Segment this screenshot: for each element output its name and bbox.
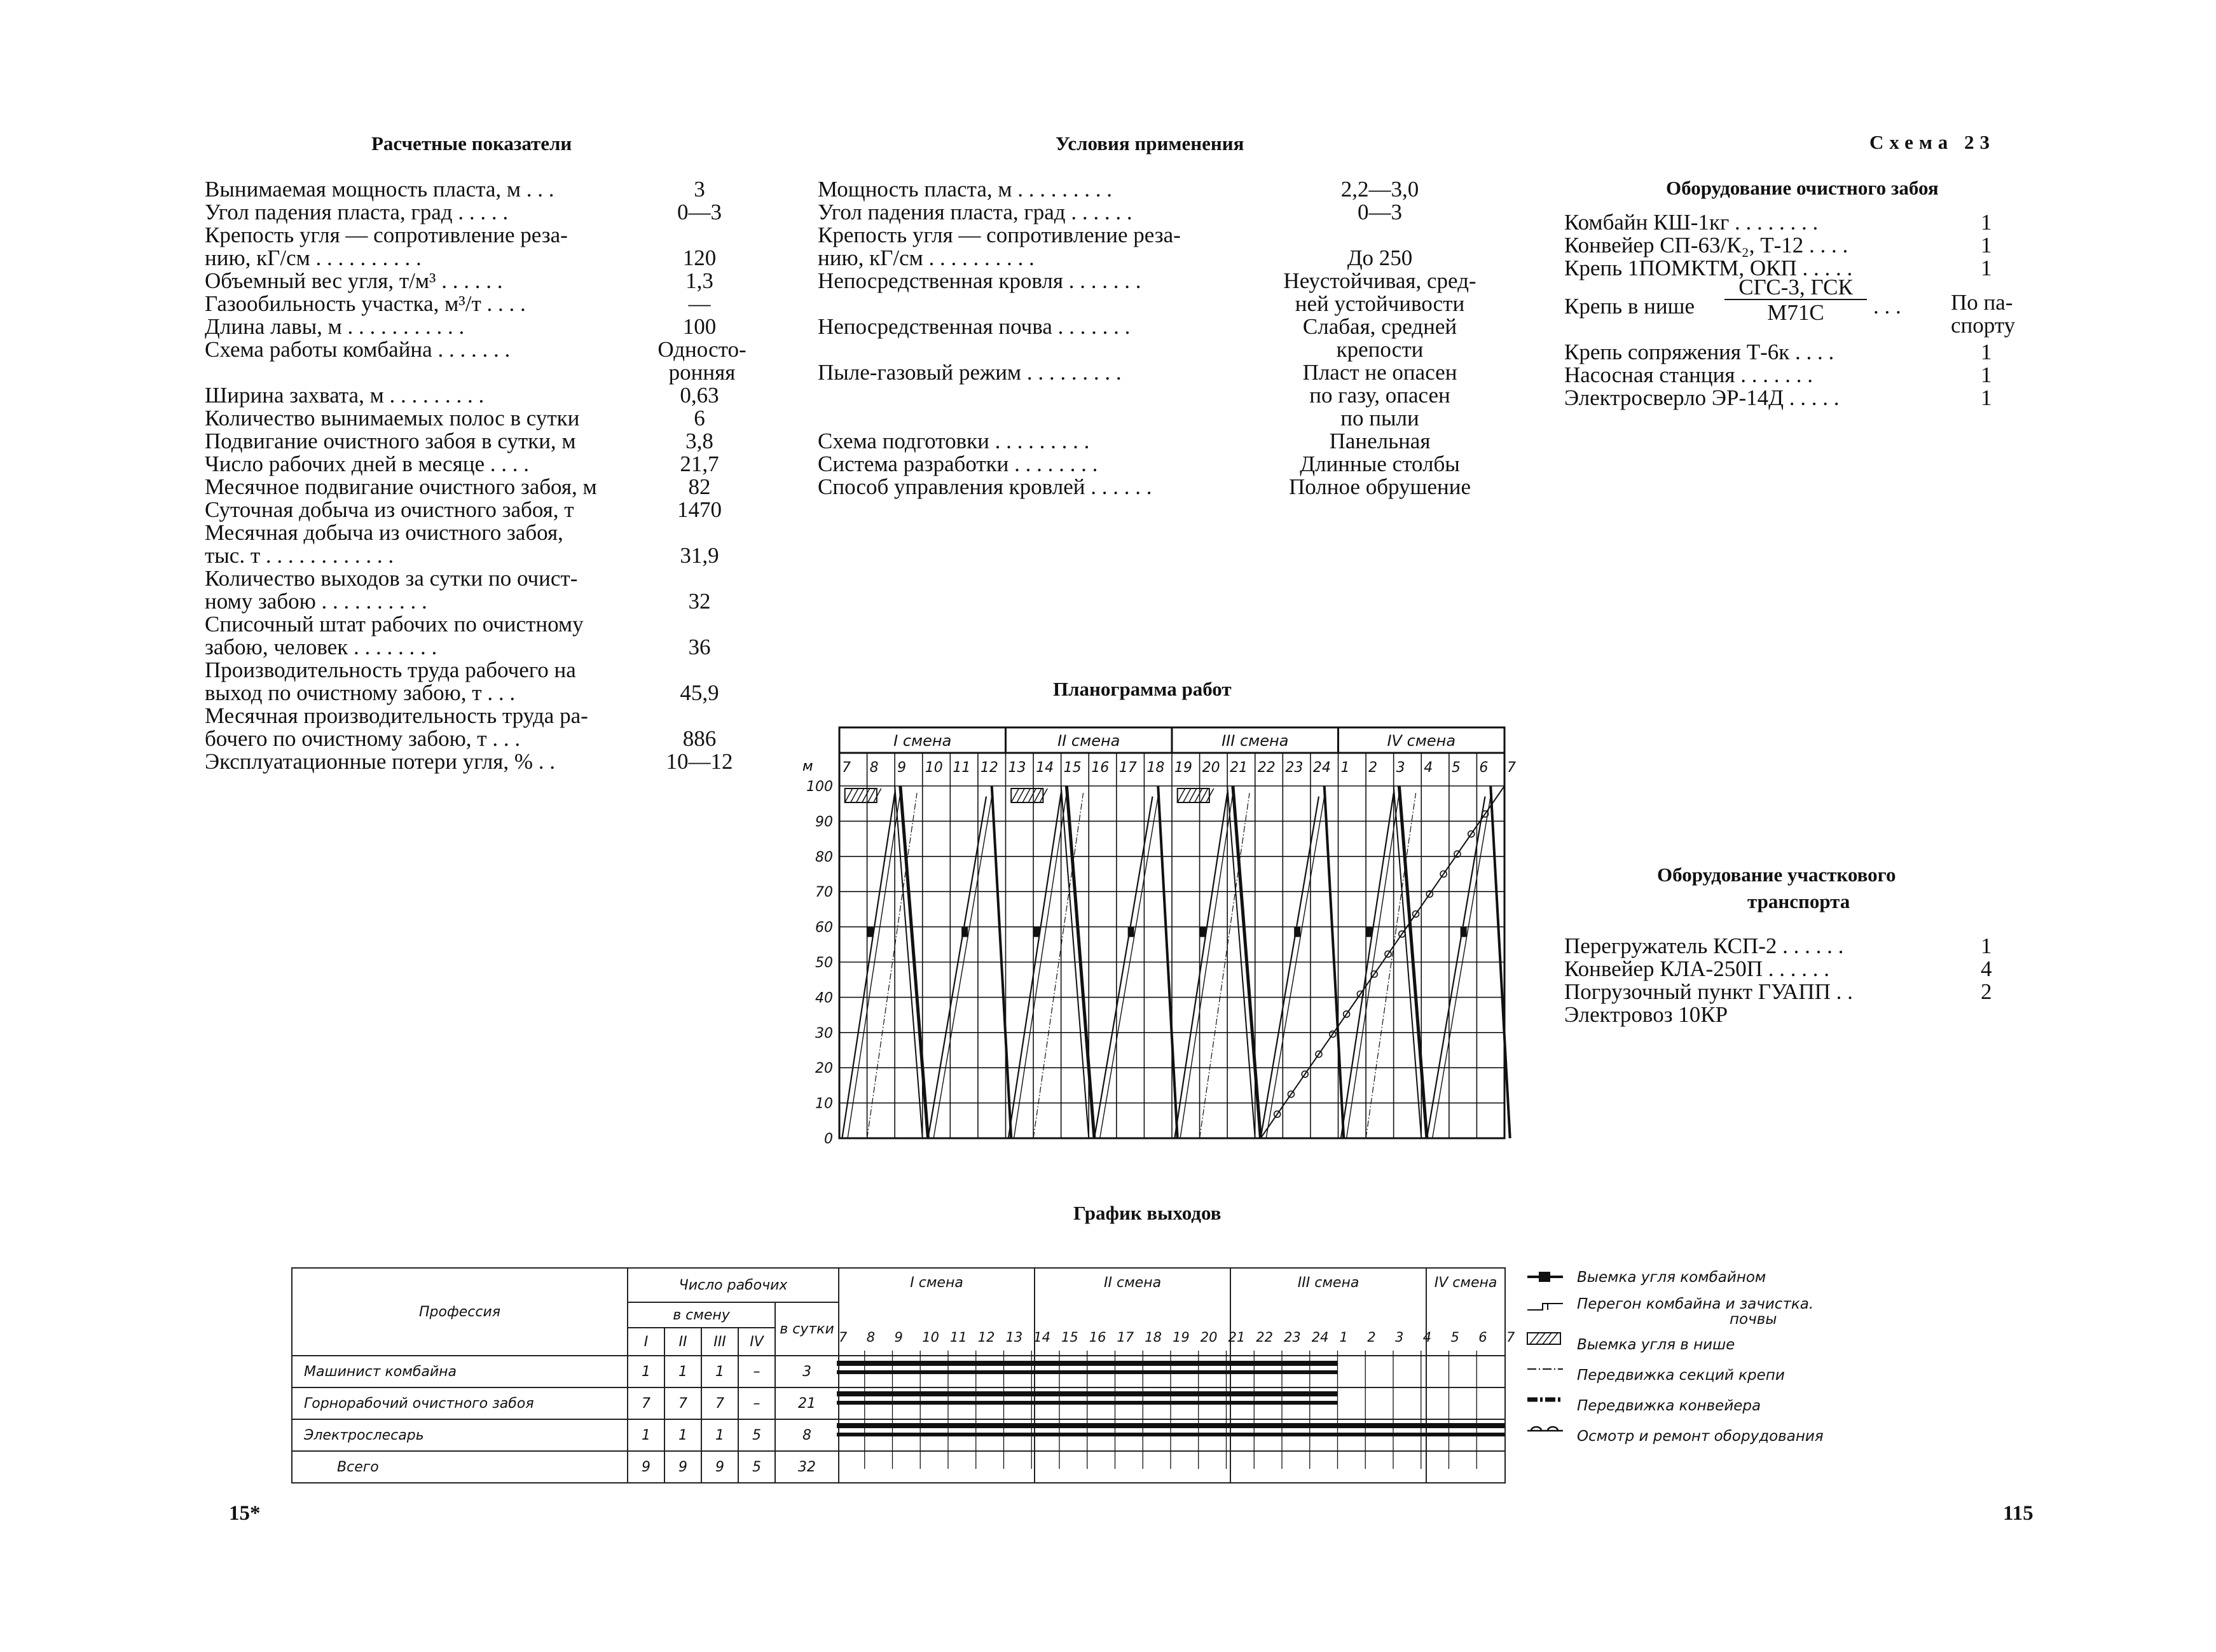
mining-line (1266, 797, 1325, 1138)
calc-label: Число рабочих дней в месяце . . . . (205, 451, 530, 476)
exit-hour-label: 6 (1478, 1330, 1487, 1345)
scheme-number: Схема 23 (1869, 131, 1996, 153)
mining-line (1347, 793, 1400, 1138)
col-per-day: в сутки (775, 1302, 839, 1356)
exit-hour-label: 17 (1117, 1330, 1134, 1345)
exit-hour-label: 5 (1450, 1330, 1459, 1345)
maintenance-icon (1527, 1427, 1563, 1431)
cell: 8 (775, 1419, 839, 1451)
cell: 5 (738, 1419, 775, 1451)
hour-tick-label: 24 (1312, 760, 1331, 776)
calc-value: 45,9 (680, 680, 719, 705)
mining-line (1008, 793, 1061, 1138)
calc-value: 6 (694, 406, 705, 430)
cond-value: Длинные столбы (1300, 451, 1460, 476)
cell: 9 (701, 1451, 738, 1483)
niche-dots: . . . (1873, 294, 1901, 319)
hour-tick-label: 14 (1036, 760, 1054, 776)
exit-shift-4: IV смена (1426, 1268, 1505, 1356)
equip-value: 1 (1981, 210, 1992, 235)
y-tick-label: 80 (815, 849, 833, 865)
hour-tick-label: 2 (1368, 760, 1378, 776)
calc-value: ронняя (668, 360, 736, 385)
equip-value: 1 (1981, 385, 1992, 410)
y-unit-label: м (802, 759, 813, 774)
exit-hour-label: 2 (1367, 1330, 1376, 1345)
cell: 9 (628, 1451, 664, 1483)
cond-label: Непосредственная почва . . . . . . . (818, 314, 1131, 339)
niche-denominator: М71С (1767, 300, 1824, 325)
mining-mark (867, 927, 874, 937)
col-profession: Профессия (292, 1268, 628, 1356)
y-tick-label: 60 (815, 919, 833, 936)
calc-label: Крепость угля — сопротивление реза- (205, 223, 568, 247)
hour-tick-label: 16 (1091, 760, 1110, 776)
cond-value: Пласт не опасен (1302, 360, 1457, 385)
hour-tick-label: 21 (1230, 760, 1248, 776)
equip-label: Насосная станция . . . . . . . (1564, 362, 1813, 387)
exit-hour-label: 7 (839, 1330, 848, 1345)
mining-line (842, 793, 895, 1138)
hour-tick-label: 17 (1118, 760, 1137, 776)
transport-label: Погрузочный пункт ГУАПП . . (1564, 979, 1853, 1004)
hour-tick-label: 4 (1424, 760, 1433, 776)
cond-value: 2,2—3,0 (1340, 177, 1419, 202)
hour-tick-label: 22 (1257, 760, 1276, 776)
cond-value: Неустойчивая, сред- (1283, 268, 1476, 293)
legend-item: почвы (1730, 1311, 1777, 1328)
calc-label: Угол падения пласта, град . . . . . (205, 200, 509, 224)
exit-hour-label: 23 (1284, 1330, 1301, 1345)
cell: 1 (701, 1419, 738, 1451)
mining-line (1180, 793, 1233, 1138)
exit-hour-label: 14 (1033, 1330, 1050, 1345)
hour-tick-label: 5 (1451, 760, 1461, 776)
profession-name: Горнорабочий очистного забоя (292, 1387, 628, 1419)
exit-shift-2: II смена (1035, 1268, 1230, 1356)
equip-label: Крепь сопряжения Т-6к . . . . (1564, 340, 1834, 364)
shift-label: III смена (1222, 732, 1289, 750)
hour-tick-label: 13 (1008, 760, 1026, 776)
transport-value: 4 (1981, 956, 1992, 981)
hour-tick-label: 7 (842, 760, 851, 776)
hour-tick-label: 10 (925, 760, 943, 776)
calc-label: выход по очистному забою, т . . . (205, 680, 516, 705)
cond-label: Угол падения пласта, град . . . . . . (818, 200, 1132, 224)
calc-value: 21,7 (680, 451, 719, 476)
transport-header-line1: Оборудование участкового (1657, 864, 1896, 886)
mining-mark (961, 927, 968, 937)
cond-value: по пыли (1340, 406, 1419, 430)
calc-label: ному забою . . . . . . . . . . (205, 589, 427, 614)
calc-value: 1,3 (685, 268, 713, 293)
hour-tick-label: 11 (953, 760, 971, 776)
cell: – (738, 1356, 775, 1387)
exit-shift-1: I смена (839, 1268, 1035, 1356)
calc-label: Газообильность участка, м³/т . . . . (205, 291, 526, 316)
transport-header-line2: транспорта (1747, 890, 1850, 912)
legend-item: Передвижка секций крепи (1577, 1367, 1785, 1384)
calc-value: 0,63 (680, 383, 719, 408)
cond-label: Пыле-газовый режим . . . . . . . . . (818, 360, 1122, 385)
cond-label: Система разработки . . . . . . . . (818, 451, 1098, 476)
y-tick-label: 30 (815, 1025, 833, 1042)
calc-label: Эксплуатационные потери угля, % . . (205, 749, 555, 774)
exits-header: График выходов (1073, 1202, 1222, 1224)
calc-value: 1470 (677, 497, 722, 522)
page-number: 115 (2003, 1502, 2034, 1525)
profession-name: Машинист комбайна (292, 1356, 628, 1387)
cond-value: по газу, опасен (1309, 383, 1450, 408)
exit-hour-label: 12 (977, 1330, 995, 1345)
cond-value: крепости (1336, 337, 1424, 362)
mining-line (1100, 797, 1159, 1138)
exit-hour-label: 24 (1311, 1330, 1329, 1345)
mining-mark (1033, 927, 1040, 937)
cell: 7 (628, 1387, 664, 1419)
planogram-chart (788, 721, 1516, 1153)
cell: 32 (775, 1451, 839, 1483)
cell: 1 (701, 1356, 738, 1387)
calc-value: — (688, 291, 711, 316)
mining-mark (1200, 927, 1206, 937)
calc-value: 886 (682, 726, 717, 751)
y-tick-label: 10 (815, 1096, 833, 1112)
transport-label: Перегружатель КСП-2 . . . . . . (1564, 933, 1844, 958)
calc-value: 82 (688, 474, 711, 499)
exit-shift-3: III смена (1230, 1268, 1426, 1356)
exit-hour-label: 9 (894, 1330, 903, 1345)
cond-label: Схема подготовки . . . . . . . . . (818, 429, 1090, 453)
calc-label: Месячная производительность труда ра- (205, 703, 588, 728)
equip-value: 1 (1981, 362, 1992, 387)
calc-label: Списочный штат рабочих по очистному (205, 612, 584, 637)
exit-hour-label: 8 (866, 1330, 876, 1345)
calc-value: 120 (682, 245, 717, 270)
legend-item: Выемка угля комбайном (1577, 1269, 1766, 1286)
hour-tick-label: 8 (869, 760, 879, 776)
shift-numeral: II (664, 1328, 701, 1356)
mining-mark (1294, 927, 1300, 937)
shift-label: II смена (1057, 732, 1120, 750)
niche-numerator: СГС-3, ГСК (1724, 276, 1867, 300)
planogram-header: Планограмма работ (1053, 678, 1232, 700)
exit-hour-label: 10 (922, 1330, 939, 1345)
cond-label: Мощность пласта, м . . . . . . . . . (818, 177, 1113, 202)
calc-value: 3,8 (685, 429, 713, 453)
exit-hour-label: 11 (950, 1330, 967, 1345)
shift-numeral: I (628, 1328, 664, 1356)
calc-value: 31,9 (680, 543, 719, 568)
cell: – (738, 1387, 775, 1419)
shift-numeral: III (701, 1328, 738, 1356)
equip-value: 1 (1981, 340, 1992, 364)
calc-label: Длина лавы, м . . . . . . . . . . . (205, 314, 465, 339)
transport-value: 1 (1981, 933, 1992, 958)
exit-hour-label: 7 (1506, 1330, 1515, 1345)
calc-label: Производительность труда рабочего на (205, 657, 576, 682)
mining-mark (1128, 927, 1134, 937)
cond-value: 0—3 (1358, 200, 1402, 224)
calc-label: Суточная добыча из очистного забоя, т (205, 497, 574, 522)
y-tick-label: 90 (815, 814, 833, 830)
conditions-header: Условия применения (1056, 132, 1244, 155)
hour-tick-label: 12 (980, 760, 998, 776)
cell: 1 (664, 1356, 701, 1387)
legend-symbols (1526, 1268, 1564, 1459)
calc-label: бочего по очистному забою, т . . . (205, 726, 521, 751)
equip-label: Комбайн КШ-1кг . . . . . . . . (1564, 210, 1819, 235)
calc-label: нию, кГ/см . . . . . . . . . . (205, 245, 422, 270)
mining-line (1174, 793, 1227, 1138)
cell: 5 (738, 1451, 775, 1483)
hour-tick-label: 19 (1174, 760, 1192, 776)
exit-hour-label: 16 (1089, 1330, 1106, 1345)
combine-run-icon (1527, 1304, 1563, 1310)
calc-value: 32 (688, 589, 711, 614)
transport-label: Электровоз 10КР (1564, 1002, 1728, 1027)
exit-hour-label: 22 (1256, 1330, 1273, 1345)
col-per-shift: в смену (628, 1302, 775, 1328)
exit-hour-label: 4 (1422, 1330, 1432, 1345)
cell: 7 (664, 1387, 701, 1419)
cond-label: Способ управления кровлей . . . . . . (818, 474, 1152, 499)
calc-label: Количество выходов за сутки по очист- (205, 566, 578, 591)
calc-label: Количество вынимаемых полос в сутки (205, 406, 580, 430)
calc-value: Односто- (657, 337, 747, 362)
calc-value: 0—3 (677, 200, 722, 224)
cell: 1 (664, 1419, 701, 1451)
niche-hatch-icon (1527, 1333, 1560, 1344)
equip-value: 1 (1981, 233, 1992, 258)
calc-label: тыс. т . . . . . . . . . . . . (205, 543, 394, 568)
equip-label: Конвейер СП-63/К₂, Т-12 . . . . (1564, 233, 1848, 258)
calc-label: Вынимаемая мощность пласта, м . . . (205, 177, 554, 202)
exit-hour-label: 20 (1200, 1330, 1218, 1345)
calc-value: 36 (688, 635, 711, 659)
exit-hour-label: 21 (1228, 1330, 1246, 1345)
hour-tick-label: 20 (1202, 760, 1220, 776)
profession-name: Электрослесарь (292, 1419, 628, 1451)
cond-label: Непосредственная кровля . . . . . . . (818, 268, 1141, 293)
cell: 9 (664, 1451, 701, 1483)
calc-label: забою, человек . . . . . . . . (205, 635, 437, 659)
exits-timeline (837, 1323, 1515, 1469)
y-tick-label: 70 (815, 885, 833, 901)
hour-tick-label: 1 (1340, 760, 1350, 776)
exit-hour-label: 19 (1173, 1330, 1190, 1345)
cond-value: Полное обрушение (1288, 474, 1471, 499)
shift-label: I смена (893, 732, 952, 750)
cond-value: До 250 (1347, 245, 1413, 270)
cell: 7 (701, 1387, 738, 1419)
cond-label: Крепость угля — сопротивление реза- (818, 223, 1181, 247)
exit-hour-label: 15 (1061, 1330, 1078, 1345)
shift-numeral: IV (738, 1328, 775, 1356)
face-equipment-header: Оборудование очистного забоя (1666, 177, 1939, 199)
profession-name: Всего (292, 1451, 628, 1483)
col-workers: Число рабочих (628, 1268, 839, 1302)
calc-value: 10—12 (666, 749, 733, 774)
transport-label: Конвейер КЛА-250П . . . . . . (1564, 956, 1829, 981)
y-tick-label: 0 (824, 1131, 833, 1147)
mining-line (848, 793, 900, 1138)
calc-label: Подвигание очистного забоя в сутки, м (205, 429, 576, 453)
cell: 1 (628, 1419, 664, 1451)
equip-label: Электросверло ЭР-14Д . . . . . (1564, 385, 1840, 410)
niche-label: Крепь в нише (1564, 294, 1695, 319)
equip-value: 1 (1981, 256, 1992, 280)
cond-value: Панельная (1329, 429, 1431, 453)
cell: 21 (775, 1387, 839, 1419)
hour-tick-label: 3 (1396, 760, 1405, 776)
y-tick-label: 100 (806, 779, 833, 795)
mining-line (1014, 793, 1067, 1138)
shift-label: IV смена (1387, 732, 1456, 750)
mining-mark (1366, 927, 1372, 937)
y-tick-label: 40 (815, 990, 833, 1007)
transport-value: 2 (1981, 979, 1992, 1004)
calc-label: Месячное подвигание очистного забоя, м (205, 474, 597, 499)
cond-value: ней устойчивости (1295, 291, 1465, 316)
niche-value-1: По па- (1951, 290, 2013, 315)
legend-item: Передвижка конвейера (1577, 1398, 1761, 1414)
calc-label: Объемный вес угля, т/м³ . . . . . . (205, 268, 503, 293)
hour-tick-label: 7 (1507, 760, 1516, 776)
cell: 1 (628, 1356, 664, 1387)
mining-line (933, 797, 992, 1138)
legend-item: Осмотр и ремонт оборудования (1577, 1428, 1824, 1445)
hour-tick-label: 15 (1063, 760, 1082, 776)
exit-hour-label: 13 (1005, 1330, 1023, 1345)
combine-mining-icon (1527, 1272, 1563, 1282)
equip-label: Крепь 1ПОМКТМ, ОКП . . . . . (1564, 256, 1853, 280)
hour-tick-label: 6 (1479, 760, 1489, 776)
y-tick-label: 50 (815, 955, 833, 971)
niche-value-2: спорту (1951, 313, 2016, 338)
exit-hour-label: 1 (1339, 1330, 1348, 1345)
hour-tick-label: 18 (1146, 760, 1165, 776)
cond-label: нию, кГ/см . . . . . . . . . . (818, 245, 1035, 270)
footer-left: 15* (229, 1502, 261, 1525)
mining-mark (1461, 927, 1467, 937)
calc-label: Месячная добыча из очистного забоя, (205, 520, 563, 545)
cell: 3 (775, 1356, 839, 1387)
legend-item: Перегон комбайна и зачистка. (1577, 1296, 1814, 1312)
calc-label: Ширина захвата, м . . . . . . . . . (205, 383, 485, 408)
exit-hour-label: 18 (1145, 1330, 1162, 1345)
calc-value: 3 (694, 177, 705, 202)
exit-hour-label: 3 (1395, 1330, 1404, 1345)
y-tick-label: 20 (815, 1061, 833, 1077)
calc-value: 100 (682, 314, 717, 339)
hour-tick-label: 23 (1285, 760, 1304, 776)
calc-header: Расчетные показатели (371, 132, 572, 155)
mining-line (1341, 793, 1394, 1138)
cond-value: Слабая, средней (1302, 314, 1457, 339)
hour-tick-label: 9 (897, 760, 907, 776)
calc-label: Схема работы комбайна . . . . . . . (205, 337, 511, 362)
legend-item: Выемка угля в нише (1577, 1337, 1735, 1353)
